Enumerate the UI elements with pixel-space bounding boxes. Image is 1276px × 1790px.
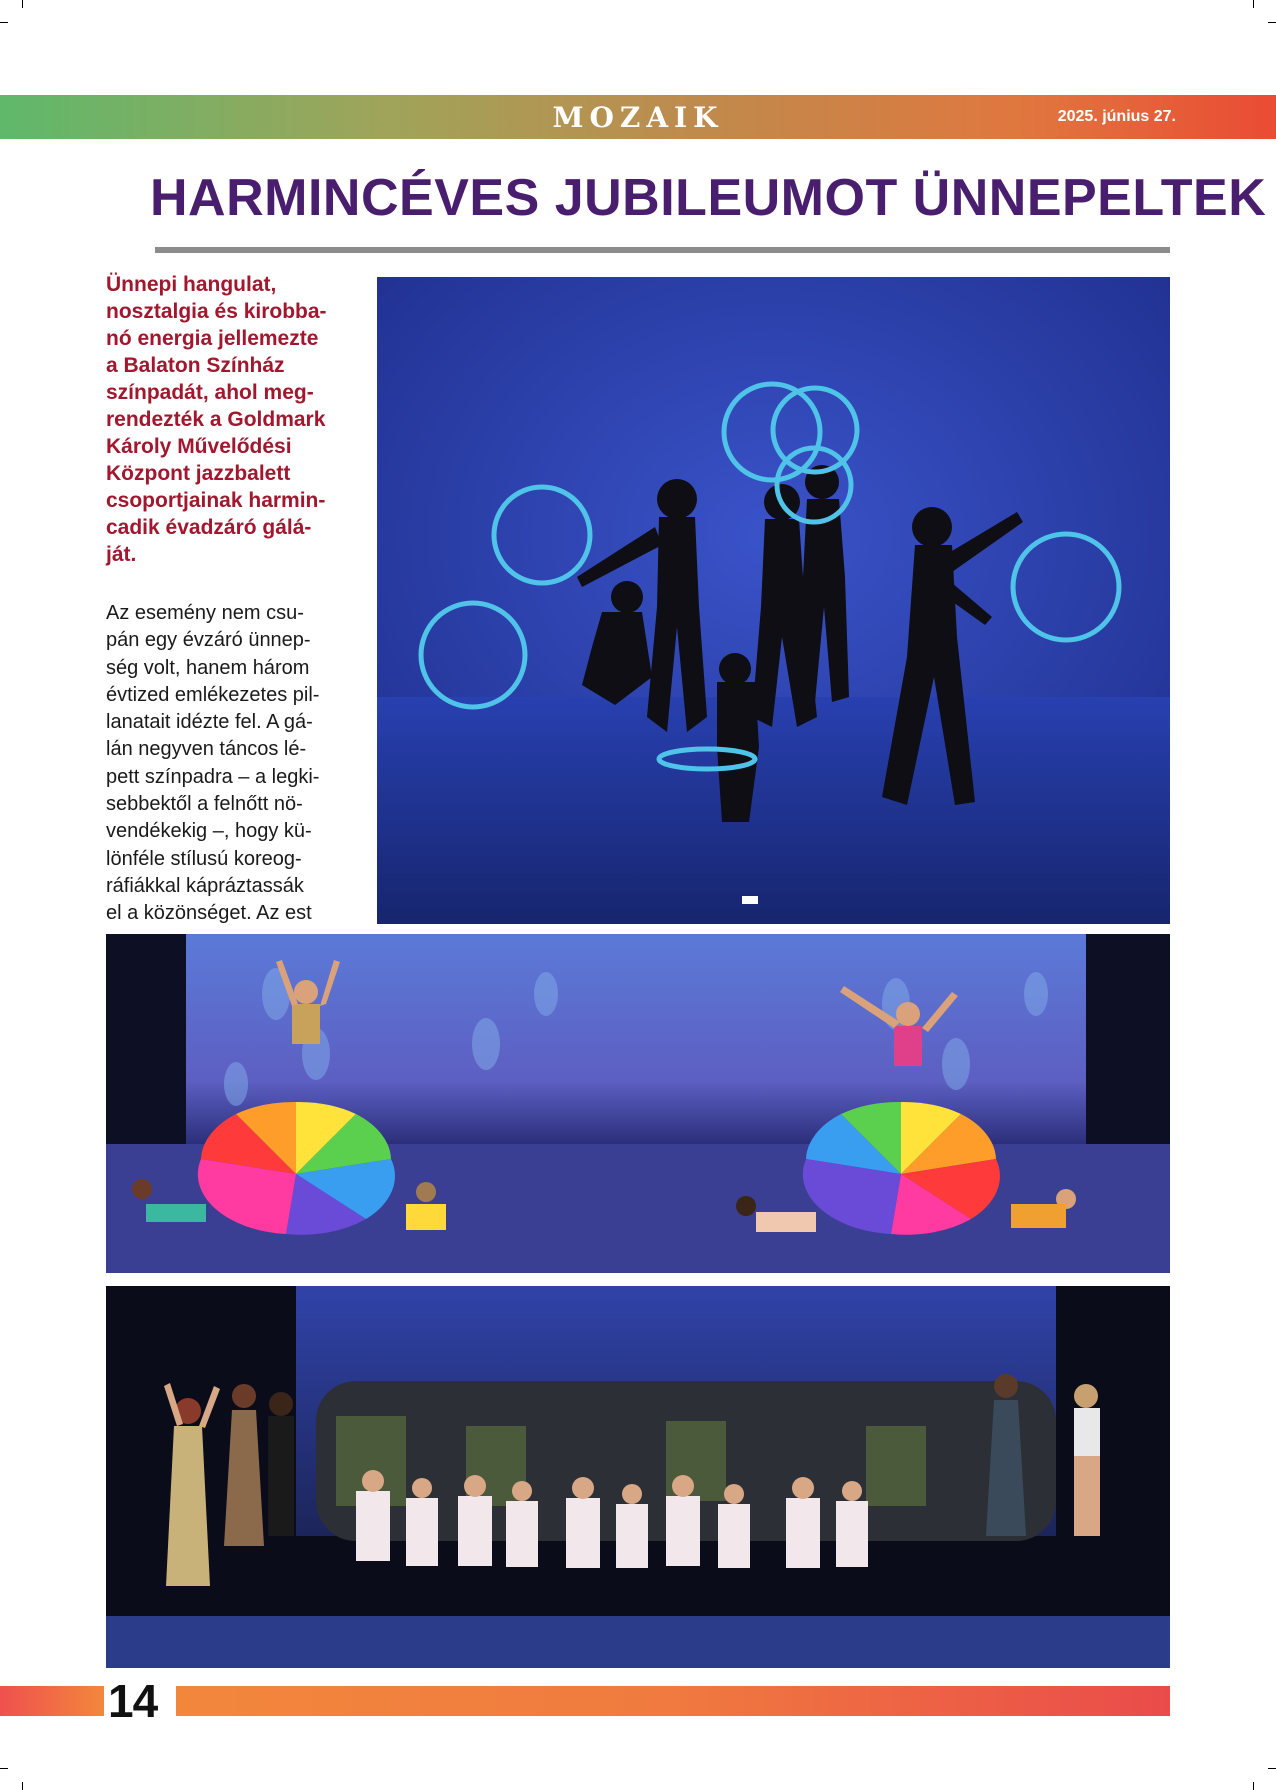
header-band (0, 95, 1276, 139)
article-headline: HARMINCÉVES JUBILEUMOT ÜNNEPELTEK (150, 169, 1267, 227)
footer-bar-right (176, 1686, 1170, 1716)
footer-bar-left (0, 1686, 104, 1716)
crop-mark (0, 22, 8, 23)
page-number: 14 (108, 1675, 158, 1727)
photo-group-finale (106, 1286, 1170, 1668)
photo-umbrella-dancers (106, 934, 1170, 1273)
crop-mark (1268, 1768, 1276, 1769)
section-title: MOZAIK (552, 101, 724, 134)
crop-mark (22, 0, 23, 8)
article-body: Az esemény nem csu- pán egy évzáró ünnep- ség volt, hanem három évtized emlékezetes pil- lanatait idézte fel. A gá- lán negyven táncos lé- pett színpadra – a legki- sebbektől a felnőtt nö- vendékekig –, hogy kü- lönféle stílusú koreog- ráfiákkal kápráztassák el a közönséget. Az est (106, 602, 320, 925)
crop-mark (0, 1768, 8, 1769)
issue-date: 2025. június 27. (1057, 108, 1176, 125)
crop-mark (1268, 22, 1276, 23)
photo-hoop-dancers (377, 277, 1170, 924)
article-lead: Ünnepi hangulat, nosztalgia és kirobba- nó energia jellemezte a Balaton Színház színpadát, ahol meg- rendezték a Goldmark Károly Művelődési Központ jazzbalett csoportjainak harmin- cadik évadzáró gálá- ját. (106, 273, 327, 566)
crop-mark (22, 1782, 23, 1790)
crop-mark (1253, 1782, 1254, 1790)
headline-rule (155, 247, 1170, 253)
crop-mark (1253, 0, 1254, 8)
